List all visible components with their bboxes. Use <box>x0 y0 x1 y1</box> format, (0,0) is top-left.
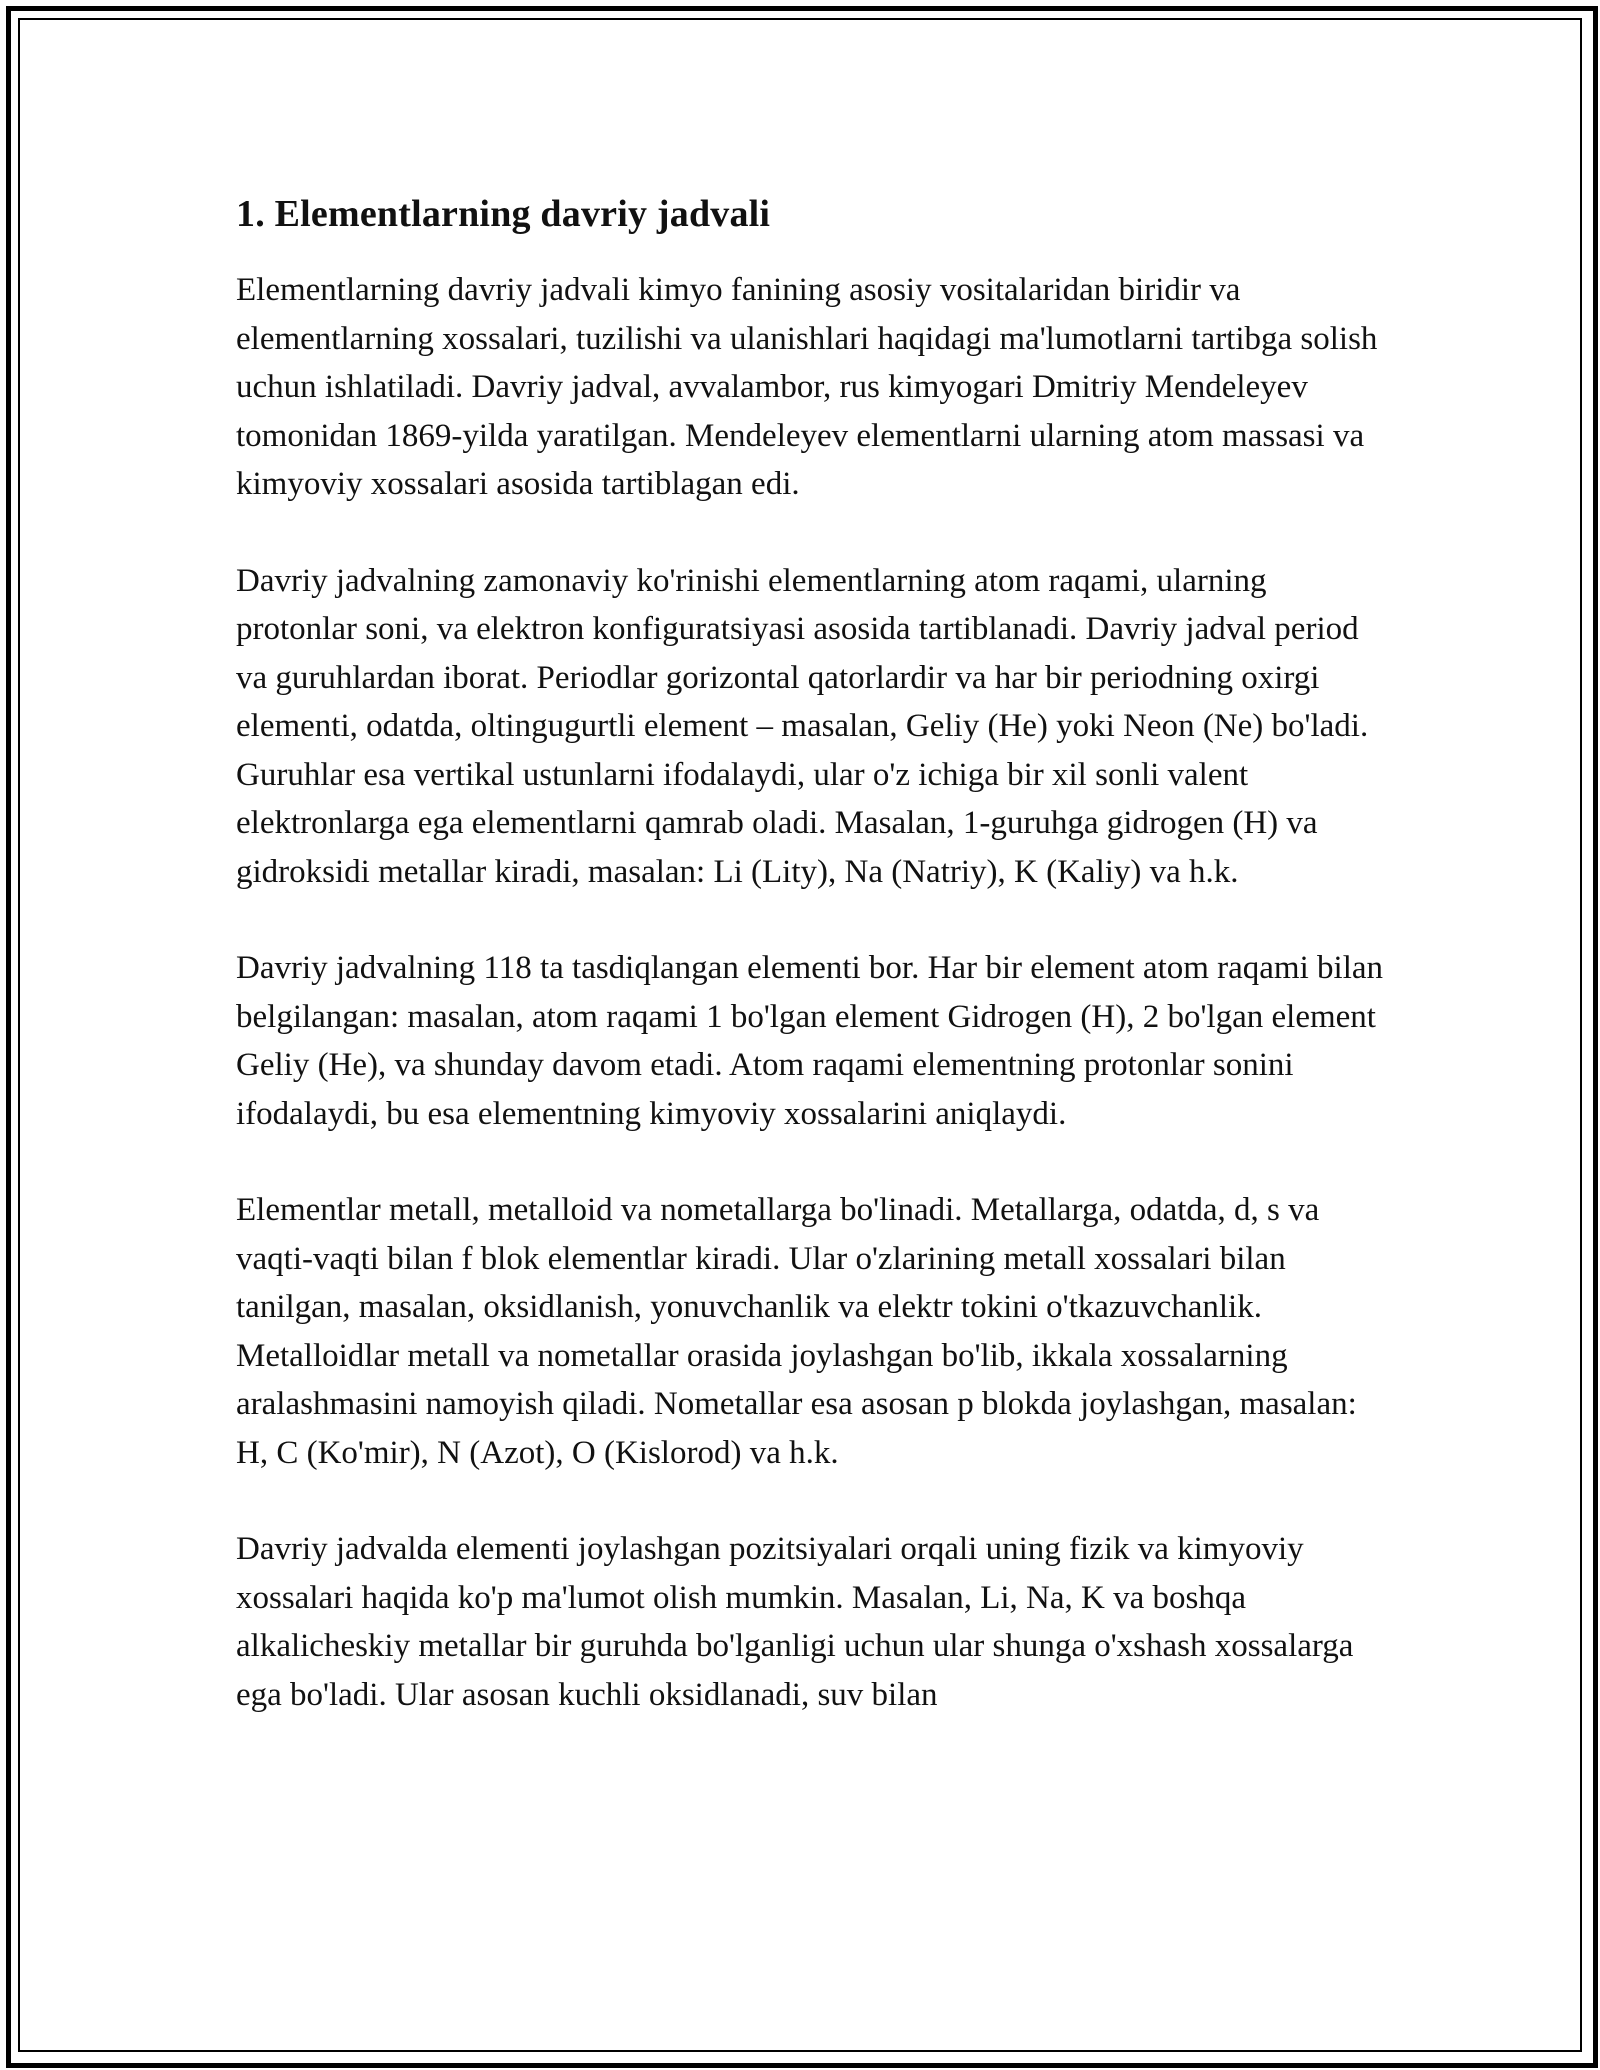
paragraph-element-count: Davriy jadvalning 118 ta tasdiqlangan elementi bor. Har bir element atom raqami bilan belgilangan: masalan, atom raqami 1 bo'lgan element Gidrogen (H), 2 bo'lgan element Geliy (He), va shunday davom etadi. Atom raqami elementning protonlar sonini ifodalaydi, bu esa elementning kimyoviy xossalarini aniqlaydi. <box>236 950 1384 1132</box>
document-body <box>236 184 1386 1767</box>
paragraph-element-types: Elementlar metall, metalloid va nometallarga bo'linadi. Metallarga, odatda, d, s va vaqti-vaqti bilan f blok elementlar kiradi. Ular o'zlarining metall xossalari bilan tanilgan, masalan, oksidlanish, yonuvchanlik va elektr tokini o'tkazuvchanlik. Metalloidlar metall va nometallar orasida joylashgan bo'lib, ikkala xossalarning aralashmasini namoyish qiladi. Nometallar esa asosan p blokda joylashgan, masalan: H, C (Ko'mir), N (Azot), O (Kislorod) va h.k. <box>236 1192 1357 1471</box>
paragraph-intro: Elementlarning davriy jadvali kimyo fanining asosiy vositalaridan biridir va elementlarning xossalari, tuzilishi va ulanishlari haqidagi ma'lumotlarni tartibga solish uchun ishlatiladi. Davriy jadval, avvalambor, rus kimyogari Dmitriy Mendeleyev tomonidan 1869-yilda yaratilgan. Mendeleyev elementlarni ularning atom massasi va kimyoviy xossalari asosida tartiblagan edi. <box>236 272 1378 502</box>
section-heading: 1. Elementlarning davriy jadvali <box>236 193 771 235</box>
paragraph-modern-table: Davriy jadvalning zamonaviy ko'rinishi elementlarning atom raqami, ularning protonlar soni, va elektron konfiguratsiyasi asosida tartiblanadi. Davriy jadval period va guruhlardan iborat. Periodlar gorizontal qatorlardir va har bir periodning oxirgi elementi, odatda, oltingugurtli element – masalan, Geliy (He) yoki Neon (Ne) bo'ladi. Guruhlar esa vertikal ustunlarni ifodalaydi, ular o'z ichiga bir xil sonli valent elektronlarga ega elementlarni qamrab oladi. Masalan, 1-guruhga gidrogen (H) va gidroksidi metallar kiradi, masalan: Li (Lity), Na (Natriy), K (Kaliy) va h.k. <box>236 562 1369 890</box>
paragraph-positions: Davriy jadvalda elementi joylashgan pozitsiyalari orqali uning fizik va kimyoviy xossalari haqida ko'p ma'lumot olish mumkin. Masalan, Li, Na, K va boshqa alkalicheskiy metallar bir guruhda bo'lganligi uchun ular shunga o'xshash xossalarga ega bo'ladi. Ular asosan kuchli oksidlanadi, suv bilan <box>236 1531 1354 1713</box>
